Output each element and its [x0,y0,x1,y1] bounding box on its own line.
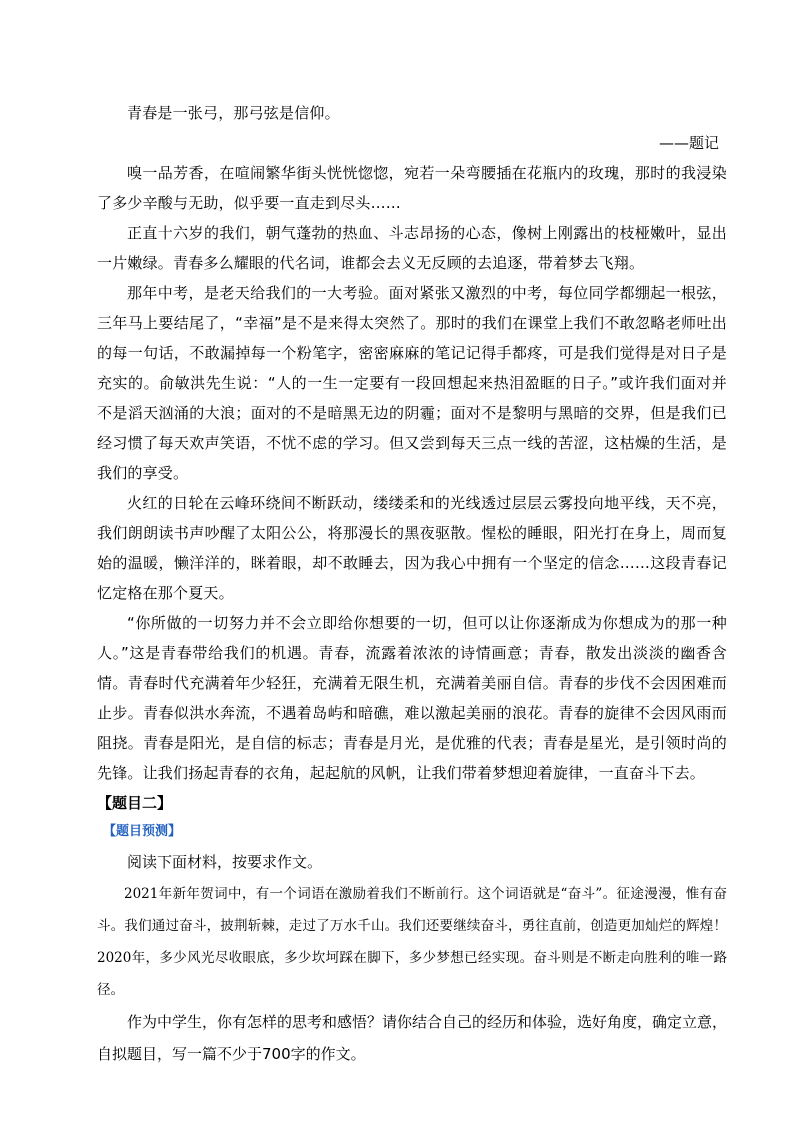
prompt-task: 作为中学生，你有怎样的思考和感悟？请你结合自己的经历和体验，选好角度，确定立意，自拟题目，写一篇不少于700字的作文。 [97,1013,728,1063]
opening-line: 青春是一张弓，那弓弦是信仰。 [127,104,340,122]
inscription: ——题记 [658,134,719,152]
prompt-material: 2021年新年贺词中，有一个词语在激励着我们不断前行。这个词语就是“奋斗”。征途漫漫，惟有奋斗。我们通过奋斗，披荆斩棘，走过了万水千山。我们还要继续奋斗，勇往直前，创造更加灿烂的辉煌！2020年，多少风光尽收眼底，多少坎坷踩在脚下，多少梦想已经实现。奋斗则是不断走向胜利的唯一路径。 [97,886,727,998]
essay-paragraph-2: 正直十六岁的我们，朝气蓬勃的热血、斗志昂扬的心态，像树上刚露出的枝桠嫩叶，显出一片嫩绿。青春多么耀眼的代名词，谁都会去义无反顾的去追逐，带着梦去飞翔。 [97,224,727,272]
essay-paragraph-3: 那年中考，是老天给我们的一大考验。面对紧张又激烈的中考，每位同学都绷起一根弦，三年马上要结尾了，“幸福”是不是来得太突然了。那时的我们在课堂上我们不敢忽略老师吐出的每一句话，不敢漏掉每一个粉笔字，密密麻麻的笔记记得手都疼，可是我们觉得是对日子是充实的。俞敏洪先生说：“人的一生一定要有一段回想起来热泪盈眶的日子。”或许我们面对并不是滔天汹涌的大浪；面对的不是暗黑无边的阴霾；面对不是黎明与黑暗的交界，但是我们已经习惯了每天欢声笑语，不忧不虑的学习。但又尝到每天三点一线的苦涩，这枯燥的生活，是我们的享受。 [97,284,727,482]
section-subheading: 【题目预测】 [103,824,182,839]
prompt-intro: 阅读下面材料，按要求作文。 [127,853,323,871]
section-heading: 【题目二】 [97,794,173,812]
essay-paragraph-5: “你所做的一切努力并不会立即给你想要的一切，但可以让你逐渐成为你想成为的那一种人。”这是青春带给我们的机遇。青春，流露着浓浓的诗情画意；青春，散发出淡淡的幽香含情。青春时代充满着年少轻狂，充满着无限生机，充满着美丽自信。青春的步伐不会因困难而止步。青春似洪水奔流，不遇着岛屿和暗礁，难以激起美丽的浪花。青春的旋律不会因风雨而阻挠。青春是阳光，是自信的标志；青春是月光，是优雅的代表；青春是星光，是引领时尚的先锋。让我们扬起青春的衣角，起起航的风帆，让我们带着梦想迎着旋律，一直奋斗下去。 [97,614,727,782]
essay-paragraph-4: 火红的日轮在云峰环绕间不断跃动，缕缕柔和的光线透过层层云雾投向地平线，天不亮，我们朗朗读书声吵醒了太阳公公，将那漫长的黑夜驱散。惺松的睡眼，阳光打在身上，周而复始的温暖，懒洋洋的，眯着眼，却不敢睡去，因为我心中拥有一个坚定的信念……这段青春记忆定格在那个夏天。 [97,494,727,602]
document-content [97,98,727,1070]
essay-paragraph-1: 嗅一品芳香，在喧闹繁华街头恍恍惚惚，宛若一朵弯腰插在花瓶内的玫瑰，那时的我浸染了多少辛酸与无助，似乎要一直走到尽头…… [97,164,727,212]
